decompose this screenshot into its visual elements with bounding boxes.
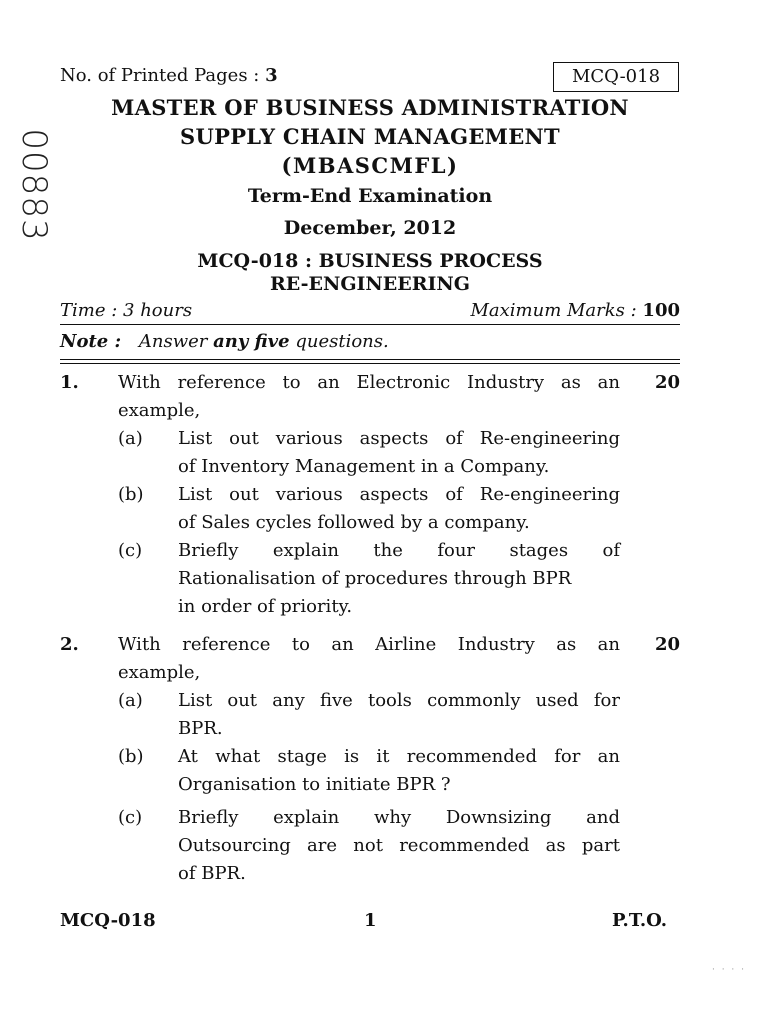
- programme-code: (MBASCMFL): [281, 153, 459, 178]
- question-2-number: 2.: [60, 634, 79, 655]
- question-2c-line2: Outsourcing are not recommended as part: [178, 835, 620, 856]
- question-1-marks: 20: [655, 372, 681, 393]
- divider-double-2: [60, 363, 680, 364]
- question-2b-line1: At what stage is it recommended for an: [178, 746, 620, 767]
- question-1a-line2: of Inventory Management in a Company.: [178, 456, 550, 477]
- question-2c-line3: of BPR.: [178, 863, 246, 884]
- divider-top: [60, 324, 680, 325]
- max-marks-value: 100: [642, 300, 680, 321]
- question-1-number: 1.: [60, 372, 79, 393]
- paper-code-box: MCQ-018: [553, 62, 679, 92]
- question-2a-line1: List out any five tools commonly used for: [178, 690, 620, 711]
- time-label: Time :: [60, 300, 118, 321]
- question-1b-label: (b): [118, 484, 144, 505]
- question-2-intro-line1: With reference to an Airline Industry as an: [118, 634, 620, 655]
- question-1c-line2: Rationalisation of procedures through BPR: [178, 568, 572, 589]
- question-1c-line1: Briefly explain the four stages of: [178, 540, 620, 561]
- printed-pages-label: No. of Printed Pages :: [60, 65, 260, 86]
- printed-pages-value: 3: [265, 65, 278, 86]
- degree-title: MASTER OF BUSINESS ADMINISTRATION: [111, 95, 629, 120]
- question-2b-label: (b): [118, 746, 144, 767]
- question-2b-line2: Organisation to initiate BPR ?: [178, 774, 451, 795]
- footer-code: MCQ-018: [60, 910, 156, 931]
- footer-pto: P.T.O.: [612, 910, 668, 931]
- divider-double-1: [60, 359, 680, 360]
- note-pre: Answer: [138, 331, 208, 352]
- question-2a-line2: BPR.: [178, 718, 223, 739]
- note-post: questions.: [295, 331, 389, 352]
- time-marks-row: [60, 300, 680, 321]
- printed-pages-line: [60, 65, 278, 86]
- course-title-line1: MCQ-018 : BUSINESS PROCESS: [197, 250, 543, 272]
- exam-title: Term-End Examination: [247, 185, 493, 207]
- question-1b-line2: of Sales cycles followed by a company.: [178, 512, 530, 533]
- max-marks: [470, 300, 680, 321]
- question-1c-line3: in order of priority.: [178, 596, 353, 617]
- note-text: [139, 331, 389, 352]
- question-2-marks: 20: [655, 634, 681, 655]
- scan-specks: · · · ·: [711, 965, 746, 975]
- question-1c-label: (c): [118, 540, 143, 561]
- note-bold: any five: [213, 331, 290, 352]
- note-label: Note :: [60, 331, 122, 352]
- question-2c-line1: Briefly explain why Downsizing and: [178, 807, 620, 828]
- question-1b-line1: List out various aspects of Re-engineering: [178, 484, 620, 505]
- exam-date: December, 2012: [283, 217, 457, 239]
- course-title-line2: RE-ENGINEERING: [269, 273, 471, 295]
- question-2a-label: (a): [118, 690, 143, 711]
- question-1-intro-line1: With reference to an Electronic Industry as an: [118, 372, 620, 393]
- question-2-intro-line2: example,: [118, 662, 201, 683]
- question-2c-label: (c): [118, 807, 143, 828]
- note-line: [60, 331, 389, 352]
- question-1a-line1: List out various aspects of Re-engineering: [178, 428, 620, 449]
- footer-page-number: 1: [364, 910, 377, 931]
- max-marks-label: Maximum Marks :: [470, 300, 637, 321]
- serial-number: 00883: [14, 128, 54, 242]
- question-1-intro-line2: example,: [118, 400, 201, 421]
- programme-title: SUPPLY CHAIN MANAGEMENT: [180, 124, 560, 149]
- time-value: 3 hours: [123, 300, 193, 321]
- question-1a-label: (a): [118, 428, 143, 449]
